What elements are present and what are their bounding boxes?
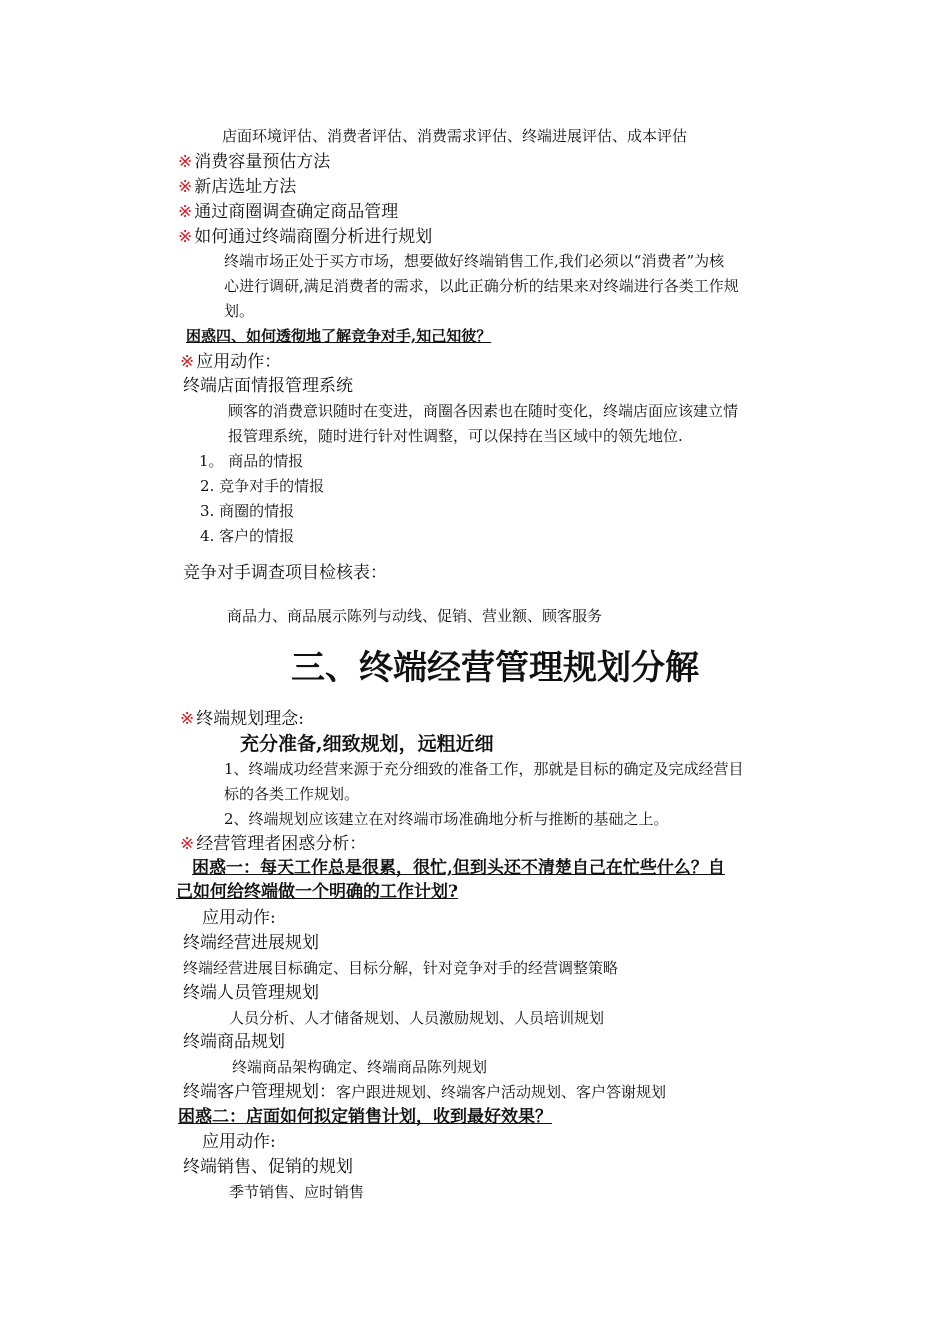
paragraph-line: 顾客的消费意识随时在变进，商圈各因素也在随时变化，终端店面应该建立情 (228, 402, 739, 420)
paragraph-line: 报管理系统，随时进行针对性调整，可以保持在当区域中的领先地位. (228, 427, 683, 445)
list-item (178, 152, 330, 172)
list-item (178, 227, 432, 247)
reference-mark-icon: ※ (180, 834, 195, 854)
puzzle-two-heading: 困惑二：店面如何拟定销售计划，收到最好效果？ (178, 1107, 552, 1127)
reference-mark-icon: ※ (180, 352, 195, 372)
checklist-items: 商品力、商品展示陈列与动线、促销、营业额、顾客服务 (227, 607, 603, 625)
puzzle-one-heading-cont: 己如何给终端做一个明确的工作计划? (176, 882, 458, 902)
reference-mark-icon: ※ (178, 202, 193, 222)
list-item-label: 如何通过终端商圈分析进行规划 (194, 227, 433, 247)
plan-title: 终端客户管理规划： (183, 1082, 336, 1102)
plan-desc: 人员分析、人才储备规划、人员激励规划、人员培训规划 (229, 1009, 605, 1027)
point-line: 标的各类工作规划。 (224, 785, 360, 803)
list-item: 2. 竞争对手的情报 (200, 477, 325, 495)
concept-label: ※ 终端规划理念: (180, 709, 304, 729)
puzzle-one-heading: 困惑一：每天工作总是很累，很忙,但到头还不清楚自己在忙些什么？自 (192, 858, 725, 878)
plan-row (183, 1082, 666, 1102)
list-item-label: 消费容量预估方法 (194, 152, 331, 172)
plan-desc: 季节销售、应时销售 (229, 1183, 365, 1201)
list-item-label: 通过商圈调查确定商品管理 (194, 202, 399, 222)
puzzle-four-heading: 困惑四、如何透彻地了解竞争对手,知己知彼？ (186, 327, 492, 345)
plan-title: 终端人员管理规划 (183, 983, 319, 1003)
list-item (178, 177, 296, 197)
section-heading: 三、终端经营管理规划分解 (291, 648, 699, 688)
list-item-label: 新店选址方法 (194, 177, 297, 197)
reference-mark-icon: ※ (178, 177, 193, 197)
paragraph-line: 心进行调研,满足消费者的需求，以此正确分析的结果来对终端进行各类工作规 (224, 277, 739, 295)
evaluation-list: 店面环境评估、消费者评估、消费需求评估、终端进展评估、成本评估 (222, 127, 688, 145)
list-item: 3. 商圈的情报 (200, 502, 295, 520)
point-line: 1、终端成功经营来源于充分细致的准备工作，那就是目标的确定及完成经营目 (224, 760, 744, 778)
list-item (178, 202, 398, 222)
list-item: 1。 商品的情报 (199, 452, 304, 470)
plan-title: 终端经营进展规划 (183, 933, 319, 953)
action-label: 应用动作: (202, 1132, 276, 1152)
slogan: 充分准备,细致规划，远粗近细 (240, 733, 494, 755)
plan-desc: 客户跟进规划、终端客户活动规划、客户答谢规划 (336, 1083, 667, 1101)
plan-desc: 终端商品架构确定、终端商品陈列规划 (232, 1058, 488, 1076)
paragraph-line: 划。 (224, 302, 255, 320)
system-title: 终端店面情报管理系统 (183, 376, 353, 396)
reference-mark-icon: ※ (178, 152, 193, 172)
analysis-label: ※ 经营管理者困惑分析： (180, 834, 367, 854)
point-line: 2、终端规划应该建立在对终端市场准确地分析与推断的基础之上。 (224, 810, 669, 828)
action-label: ※ 应用动作： (180, 352, 282, 372)
list-item: 4. 客户的情报 (200, 527, 295, 545)
action-label: 应用动作: (202, 908, 276, 928)
paragraph-line: 终端市场正处于买方市场，想要做好终端销售工作,我们必须以“消费者”为核 (224, 252, 725, 270)
reference-mark-icon: ※ (180, 709, 195, 729)
plan-title: 终端销售、促销的规划 (183, 1157, 353, 1177)
reference-mark-icon: ※ (178, 227, 193, 247)
checklist-title: 竞争对手调查项目检核表： (183, 563, 387, 583)
plan-desc: 终端经营进展目标确定、目标分解，针对竞争对手的经营调整策略 (183, 959, 619, 977)
plan-title: 终端商品规划 (183, 1032, 285, 1052)
